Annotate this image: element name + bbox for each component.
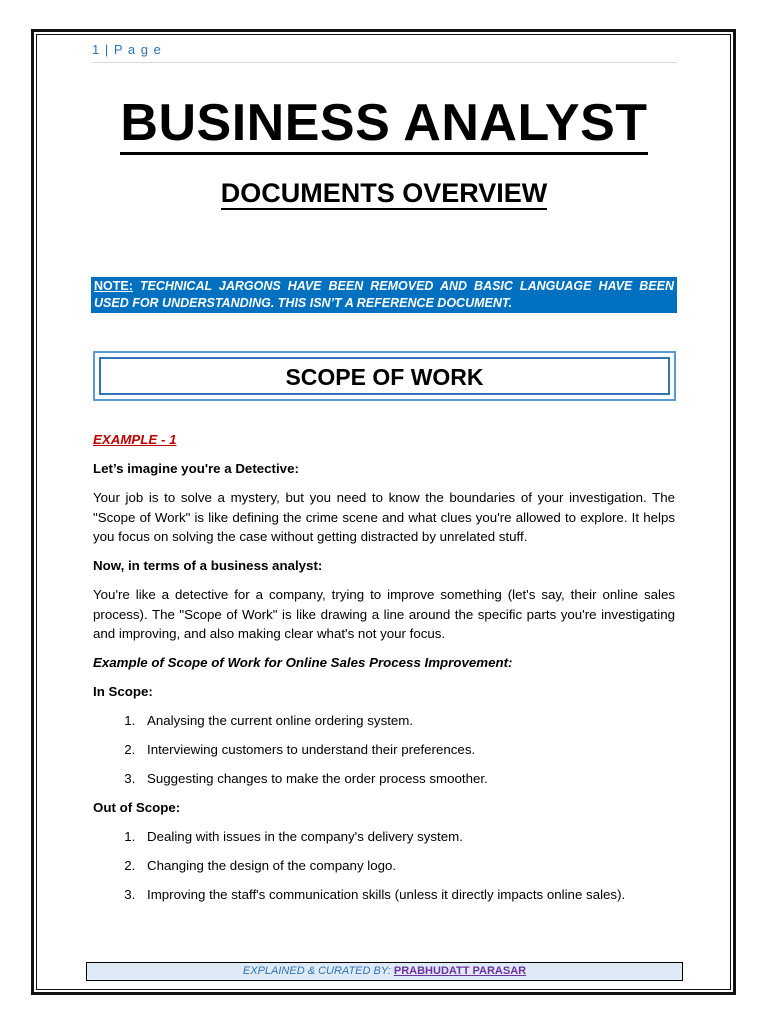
page-separator: | (100, 42, 114, 57)
document-title-wrap (0, 94, 768, 152)
footer-label: EXPLAINED & CURATED BY: (242, 965, 394, 977)
paragraph-detective: Your job is to solve a mystery, but you need to know the boundaries of your investigation. The "Scope of Work" is like defining the crime scene and what clues you're allowed to explore. It helps you focus on solving the case without getting distracted by unrelated stuff. (93, 490, 675, 544)
page-footer (86, 962, 683, 981)
list-item: 3. Suggesting changes to make the order process smoother. (139, 769, 675, 789)
list-item: 1. Dealing with issues in the company's delivery system. (139, 827, 675, 847)
note-label: NOTE: (94, 279, 133, 293)
note-banner (91, 277, 677, 313)
list-item: 1. Analysing the current online ordering system. (139, 711, 675, 731)
example-label: EXAMPLE - 1 (93, 432, 177, 447)
page-label: P a g e (113, 42, 162, 57)
page-header (92, 42, 677, 63)
note-text: TECHNICAL JARGONS HAVE BEEN REMOVED AND BASIC LANGUAGE HAVE BEEN USED FOR UNDERSTANDING. THIS ISN’T A REFERENCE DOCUMENT. (94, 279, 674, 310)
in-scope-label: In Scope: (93, 684, 153, 699)
document-body (93, 430, 675, 914)
section-title: SCOPE OF WORK (99, 357, 670, 395)
paragraph-business-analyst: You're like a detective for a company, trying to improve something (let's say, their online sales process). The "Scope of Work" is like drawing a line around the specific parts you're investigating and improving, and also making clear what's not your focus. (93, 587, 675, 641)
list-item: 3. Improving the staff's communication skills (unless it directly impacts online sales). (139, 885, 675, 905)
heading-detective: Let’s imagine you're a Detective: (93, 461, 299, 476)
in-scope-list (93, 711, 675, 789)
example-heading: Example of Scope of Work for Online Sales Process Improvement: (93, 655, 513, 670)
document-subtitle-wrap (0, 176, 768, 210)
out-scope-list (93, 827, 675, 905)
list-item: 2. Interviewing customers to understand their preferences. (139, 740, 675, 760)
section-title-box (93, 351, 676, 401)
footer-author-link[interactable]: PRABHUDATT PARASAR (393, 965, 527, 977)
document-title: BUSINESS ANALYST (120, 94, 647, 155)
heading-business-analyst: Now, in terms of a business analyst: (93, 558, 323, 573)
page-number: 1 (92, 42, 101, 57)
out-scope-label: Out of Scope: (93, 800, 181, 815)
list-item: 2. Changing the design of the company logo. (139, 856, 675, 876)
document-subtitle: DOCUMENTS OVERVIEW (220, 178, 548, 208)
